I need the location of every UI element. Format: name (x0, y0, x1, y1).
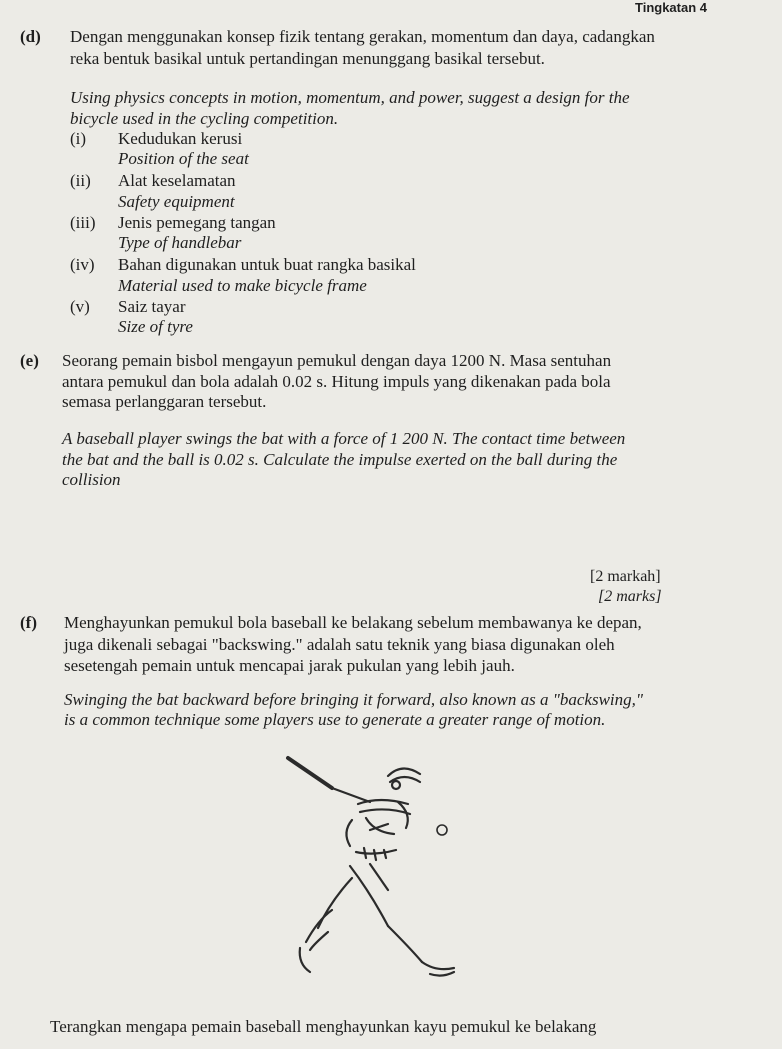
question-f-prompt: Terangkan mengapa pemain baseball menghayunkan kayu pemukul ke belakang (50, 1017, 597, 1036)
marks-malay: [2 markah] (590, 568, 661, 585)
baseball-player-illustration (270, 752, 480, 992)
question-f-english-line-2: is a common technique some players use to generate a greater range of motion. (64, 710, 606, 729)
question-d-malay-line-2: reka bentuk basikal untuk pertandingan menunggang basikal tersebut. (70, 49, 545, 68)
question-f-malay-line-1: Menghayunkan pemukul bola baseball ke belakang sebelum membawanya ke depan, (64, 613, 642, 632)
question-d-english-line-2: bicycle used in the cycling competition. (70, 109, 339, 128)
item-number: (iii) (70, 213, 96, 232)
item-malay: Jenis pemegang tangan (118, 213, 276, 232)
question-d-malay-line-1: Dengan menggunakan konsep fizik tentang gerakan, momentum dan daya, cadangkan (70, 27, 655, 46)
question-f-malay-line-3: sesetengah pemain untuk mencapai jarak pukulan yang lebih jauh. (64, 656, 515, 675)
item-english: Type of handlebar (118, 233, 242, 252)
question-e-malay-line-1: Seorang pemain bisbol mengayun pemukul dengan daya 1200 N. Masa sentuhan (62, 351, 612, 370)
item-malay: Bahan digunakan untuk buat rangka basikal (118, 255, 416, 274)
marks-english: [2 marks] (598, 588, 662, 605)
item-number: (iv) (70, 255, 95, 274)
baseball-icon (437, 825, 447, 835)
question-e-malay-line-3: semasa perlanggaran tersebut. (62, 392, 267, 411)
question-e-malay-line-2: antara pemukul dan bola adalah 0.02 s. Hitung impuls yang dikenakan pada bola (62, 372, 611, 391)
item-number: (i) (70, 129, 87, 148)
question-e-english-line-3: collision (62, 470, 121, 489)
question-e-english-line-2: the bat and the ball is 0.02 s. Calculate the impulse exerted on the ball during the (62, 450, 618, 469)
item-english: Position of the seat (118, 149, 249, 168)
question-f-malay-line-2: juga dikenali sebagai "backswing." adalah satu teknik yang biasa digunakan oleh (64, 635, 615, 654)
item-english: Size of tyre (118, 317, 193, 336)
item-english: Material used to make bicycle frame (118, 276, 367, 295)
item-malay: Alat keselamatan (118, 171, 236, 190)
item-malay: Saiz tayar (118, 297, 186, 316)
item-number: (ii) (70, 171, 91, 190)
item-number: (v) (70, 297, 90, 316)
item-english: Safety equipment (118, 192, 235, 211)
question-d-english-line-1: Using physics concepts in motion, momentum, and power, suggest a design for the (70, 88, 630, 107)
question-f-label: (f) (20, 613, 37, 632)
form-level-header: Tingkatan 4 (635, 0, 708, 15)
question-d-label: (d) (20, 27, 41, 46)
question-e-english-line-1: A baseball player swings the bat with a force of 1 200 N. The contact time between (62, 429, 626, 448)
question-e-label: (e) (20, 351, 39, 370)
question-f-english-line-1: Swinging the bat backward before bringing it forward, also known as a "backswing," (64, 690, 644, 709)
item-malay: Kedudukan kerusi (118, 129, 243, 148)
